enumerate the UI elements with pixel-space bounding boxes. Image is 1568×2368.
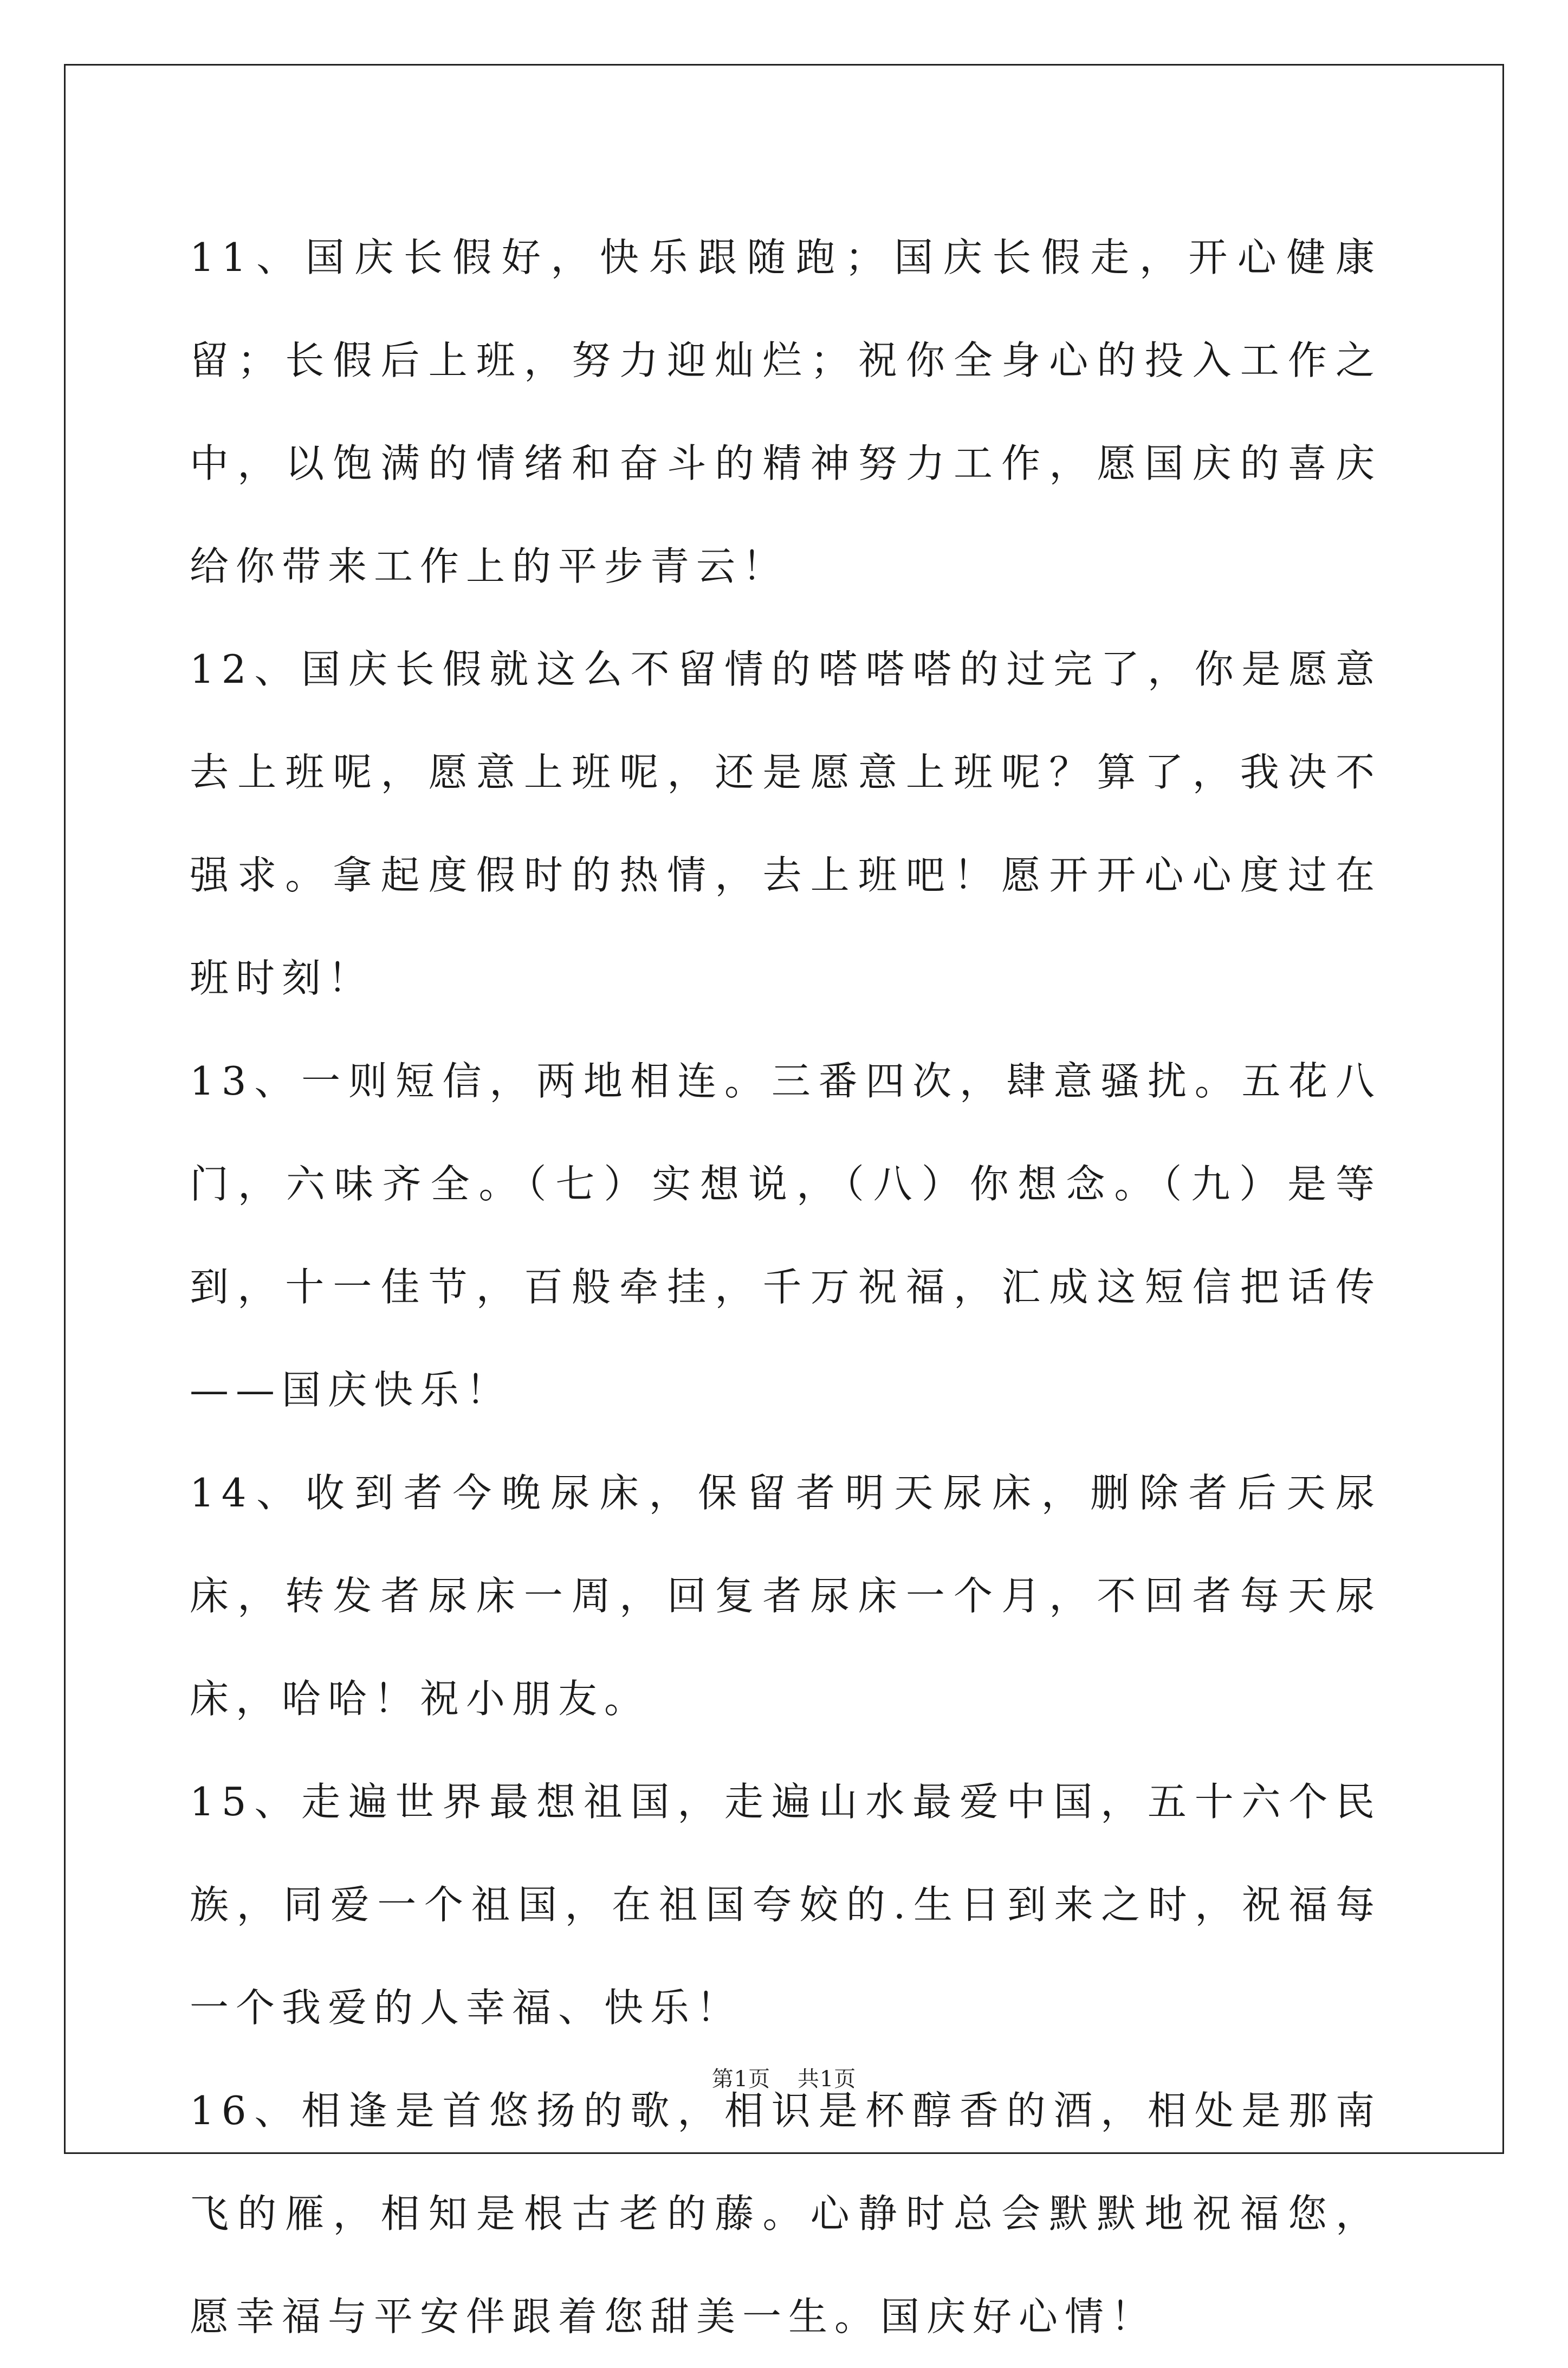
- paragraph-11: 11、国庆长假好，快乐跟随跑；国庆长假走，开心健康留；长假后上班，努力迎灿烂；祝你全身心的投入工作之中，以饱满的情绪和奋斗的精神努力工作，愿国庆的喜庆给你带来工作上的平步青云！: [190, 235, 1382, 589]
- page-number-current: 第1页: [711, 2067, 771, 2092]
- page-footer: [0, 2062, 1568, 2093]
- document-body: [190, 206, 1382, 2368]
- page-number-total: 共1页: [797, 2067, 857, 2092]
- paragraph-15: 15、走遍世界最想祖国，走遍山水最爱中国，五十六个民族，同爱一个祖国，在祖国夸姣的.生日到来之时，祝福每一个我爱的人幸福、快乐！: [190, 1779, 1382, 2030]
- paragraph-16: 16、相逢是首悠扬的歌，相识是杯醇香的酒，相处是那南飞的雁，相知是根古老的藤。心静时总会默默地祝福您，愿幸福与平安伴跟着您甜美一生。国庆好心情！: [190, 2088, 1382, 2339]
- paragraph-12: 12、国庆长假就这么不留情的嗒嗒嗒的过完了，你是愿意去上班呢，愿意上班呢，还是愿意上班呢？算了，我决不强求。拿起度假时的热情，去上班吧！愿开开心心度过在班时刻！: [190, 646, 1382, 1001]
- paragraph-14: 14、收到者今晚尿床，保留者明天尿床，删除者后天尿床，转发者尿床一周，回复者尿床一个月，不回者每天尿床，哈哈！祝小朋友。: [190, 1470, 1382, 1722]
- paragraph-13: 13、一则短信，两地相连。三番四次，肆意骚扰。五花八门，六味齐全。（七）实想说，（八）你想念。（九）是等到，十一佳节，百般牵挂，千万祝福，汇成这短信把话传——国庆快乐！: [190, 1058, 1382, 1413]
